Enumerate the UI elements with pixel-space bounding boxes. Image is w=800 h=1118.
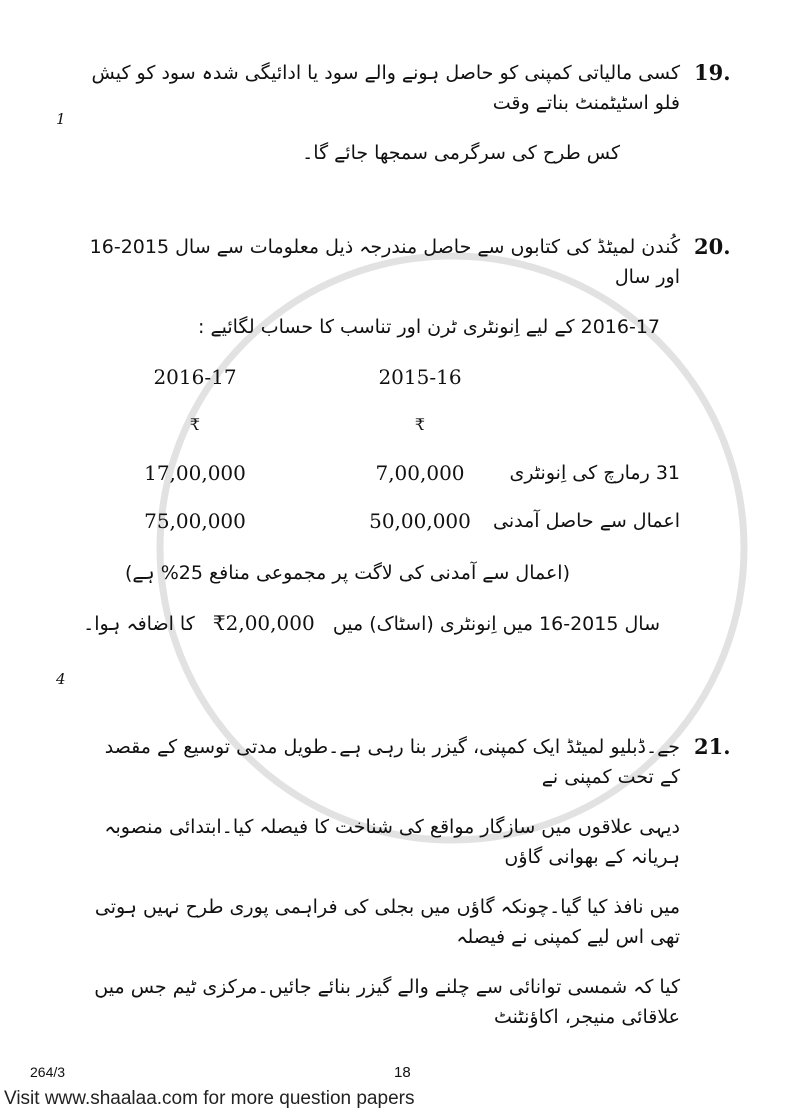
table-cell: 75,00,000: [144, 509, 246, 533]
question-20: [0, 232, 800, 688]
question-20-extra: [80, 608, 680, 639]
question-19-line-1: کسی مالیاتی کمپنی کو حاصل ہونے والے سود یا ادائیگی شدہ سود کو کیش فلو اسٹیٹمنٹ بناتے وقت: [91, 62, 680, 114]
question-20-note: (اعمال سے آمدنی کی لاگت پر مجموعی منافع 25% ہے): [125, 562, 570, 584]
table-cell: 7,00,000: [375, 461, 465, 485]
rupee-symbol-2015-16: ₹: [414, 415, 426, 434]
table-row-label: اعمال سے حاصل آمدنی: [493, 510, 680, 532]
question-20-line-2: 2016-17 کے لیے اِنونٹری ٹرن اور تناسب کا حساب لگائیے :: [198, 316, 660, 338]
rupee-symbol-2016-17: ₹: [189, 415, 201, 434]
number-column: [680, 732, 800, 1052]
visit-link[interactable]: Visit www.shaalaa.com for more question papers: [4, 1088, 415, 1109]
question-21-line-3: میں نافذ کیا گیا۔چونکہ گاؤں میں بجلی کی فراہمی پوری طرح نہیں ہوتی تھی اس لیے کمپنی نے فیصلہ: [94, 896, 680, 948]
question-21: [0, 732, 800, 1052]
question-19-marks: 1: [56, 110, 66, 128]
question-19: [0, 58, 800, 188]
marks-column: [0, 58, 80, 188]
marks-column: [0, 732, 80, 1052]
number-column: [680, 232, 800, 688]
question-number-21: 21.: [694, 734, 731, 759]
question-21-line-2: دیہی علاقوں میں سازگار مواقع کی شناخت کا فیصلہ کیا۔ابتدائی منصوبہ ہریانہ کے بھوانی گاؤں: [104, 816, 680, 868]
paper-code: 264/3: [30, 1064, 66, 1080]
question-19-body: [80, 58, 680, 188]
question-20-marks: 4: [56, 670, 66, 688]
question-20-body: [80, 232, 680, 688]
question-20-extra-prefix: سال 2015-16 میں اِنونٹری (اسٹاک) میں: [332, 613, 660, 635]
table-header-2015-16: 2015-16: [378, 365, 462, 389]
inventory-table: [80, 362, 680, 536]
table-cell: 50,00,000: [369, 509, 471, 533]
question-number-19: 19.: [694, 60, 731, 85]
question-21-body: [80, 732, 680, 1052]
question-19-line-2: کس طرح کی سرگرمی سمجھا جائے گا۔: [302, 142, 620, 164]
question-20-extra-suffix: کا اضافہ ہوا۔: [83, 613, 195, 635]
question-20-line-1: کُندن لمیٹڈ کی کتابوں سے حاصل مندرجہ ذیل معلومات سے سال 2015-16 اور سال: [89, 236, 680, 288]
question-21-line-1: جے۔ڈبلیو لمیٹڈ ایک کمپنی، گیزر بنا رہی ہے۔طویل مدتی توسیع کے مقصد کے تحت کمپنی نے: [104, 736, 680, 788]
marks-column: [0, 232, 80, 688]
question-21-line-4: کیا کہ شمسی توانائی سے چلنے والے گیزر بنائے جائیں۔مرکزی ٹیم جس میں علاقائی منیجر، اکاؤنٹنٹ: [94, 976, 680, 1028]
question-number-20: 20.: [694, 234, 731, 259]
question-20-extra-amount: ₹2,00,000: [212, 611, 315, 635]
page-number: 18: [394, 1064, 411, 1081]
table-row-label: 31 رمارچ کی اِنونٹری: [509, 462, 680, 484]
number-column: [680, 58, 800, 188]
table-cell: 17,00,000: [144, 461, 246, 485]
table-header-2016-17: 2016-17: [153, 365, 237, 389]
